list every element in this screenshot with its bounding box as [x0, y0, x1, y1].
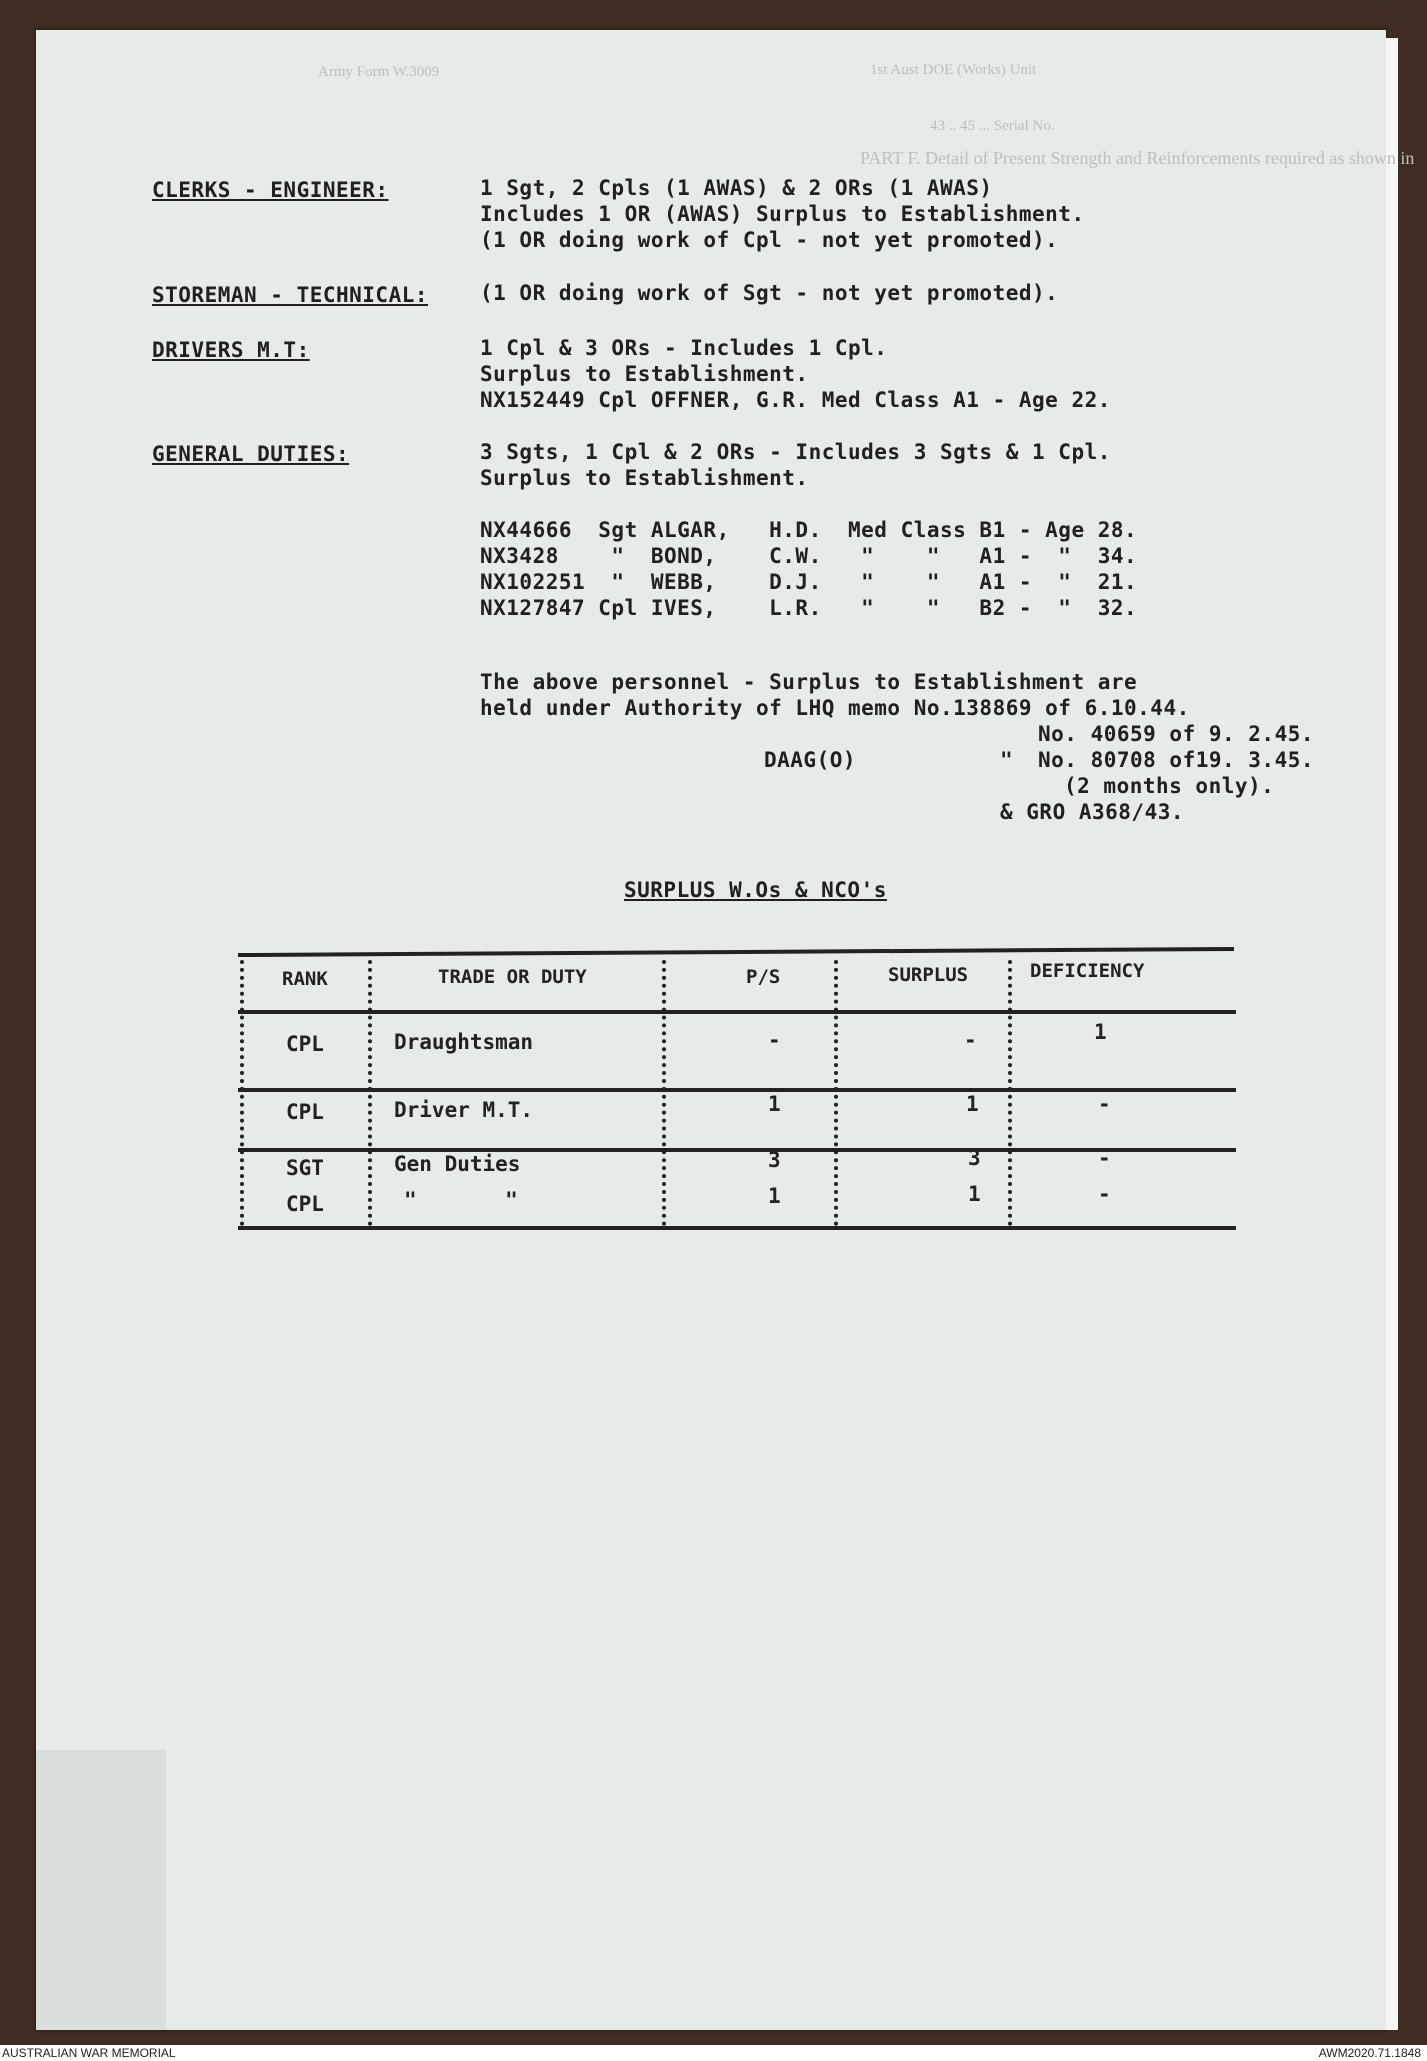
table-header-deficiency: DEFICIENCY	[1030, 960, 1145, 982]
table-column-divider	[368, 960, 376, 1226]
table-header-rank: RANK	[282, 968, 328, 990]
heading-general-duties: GENERAL DUTIES:	[152, 442, 350, 466]
table-cell-trade: " "	[404, 1188, 518, 1212]
table-cell-rank: CPL	[286, 1100, 324, 1124]
table-rule	[238, 1088, 1236, 1092]
ghost-form-top-center: 1st Aust DOE (Works) Unit	[870, 62, 1037, 78]
ghost-form-part-f: PART F. Detail of Present Strength and Reinforcements required as shown in	[860, 148, 1415, 168]
personnel-row: NX3428 " BOND, C.W. " " A1 - " 34.	[480, 544, 1138, 568]
surplus-table-title: SURPLUS W.Os & NCO's	[624, 878, 887, 902]
table-cell-deficiency: 1	[1094, 1020, 1107, 1044]
ghost-form-top-left: Army Form W.3009	[318, 64, 440, 80]
authority-line-2: held under Authority of LHQ memo No.138869 of 6.10.44.	[480, 696, 1190, 720]
table-cell-surplus: 1	[966, 1092, 979, 1116]
table-cell-surplus: -	[964, 1028, 977, 1052]
authority-line-6: & GRO A368/43.	[1000, 800, 1185, 824]
heading-clerks-engineer: CLERKS - ENGINEER:	[152, 178, 389, 202]
table-cell-rank: SGT	[286, 1156, 324, 1180]
document-page	[36, 30, 1386, 2030]
drivers-line-3: NX152449 Cpl OFFNER, G.R. Med Class A1 - Age 22.	[480, 388, 1111, 412]
table-cell-ps: -	[768, 1028, 781, 1052]
table-rule	[238, 1148, 1236, 1152]
heading-drivers-mt: DRIVERS M.T:	[152, 338, 310, 362]
table-cell-deficiency: -	[1098, 1092, 1111, 1116]
table-cell-surplus: 1	[968, 1182, 981, 1206]
personnel-row: NX102251 " WEBB, D.J. " " A1 - " 21.	[480, 570, 1138, 594]
table-cell-deficiency: -	[1098, 1182, 1111, 1206]
table-header-trade: TRADE OR DUTY	[438, 966, 587, 988]
table-column-divider	[834, 960, 842, 1226]
table-cell-trade: Draughtsman	[394, 1030, 534, 1054]
table-cell-rank: CPL	[286, 1032, 324, 1056]
heading-storeman-technical: STOREMAN - TECHNICAL:	[152, 283, 429, 307]
table-cell-ps: 1	[768, 1184, 781, 1208]
clerks-line-1: 1 Sgt, 2 Cpls (1 AWAS) & 2 ORs (1 AWAS)	[480, 176, 993, 200]
paper-fold-shadow	[36, 1750, 166, 2030]
authority-line-1: The above personnel - Surplus to Establishment are	[480, 670, 1138, 694]
clerks-line-2: Includes 1 OR (AWAS) Surplus to Establishment.	[480, 202, 1085, 226]
table-cell-surplus: 3	[968, 1146, 981, 1170]
table-column-divider	[662, 960, 670, 1226]
footer-institution: AUSTRALIAN WAR MEMORIAL	[2, 2046, 176, 2060]
authority-line-4: No. 80708 of19. 3.45.	[1038, 748, 1315, 772]
footer-accession-number: AWM2020.71.1848	[1318, 2046, 1421, 2060]
clerks-line-3: (1 OR doing work of Cpl - not yet promoted).	[480, 228, 1059, 252]
table-cell-trade: Driver M.T.	[394, 1098, 534, 1122]
table-cell-deficiency: -	[1098, 1146, 1111, 1170]
page-edge	[1386, 38, 1398, 2030]
table-header-ps: P/S	[746, 966, 781, 988]
table-column-divider	[1008, 960, 1016, 1226]
table-header-surplus: SURPLUS	[888, 964, 969, 986]
archive-footer	[0, 2045, 1427, 2061]
authority-line-5: (2 months only).	[1064, 774, 1275, 798]
storeman-line-1: (1 OR doing work of Sgt - not yet promoted).	[480, 281, 1059, 305]
table-column-divider	[240, 960, 248, 1226]
authority-daag: DAAG(O)	[764, 748, 857, 772]
authority-ditto: "	[1000, 748, 1014, 772]
table-rule	[238, 1226, 1236, 1230]
table-rule	[238, 1010, 1236, 1014]
table-cell-trade: Gen Duties	[394, 1152, 521, 1176]
authority-line-3: No. 40659 of 9. 2.45.	[1038, 722, 1315, 746]
table-cell-ps: 1	[768, 1092, 781, 1116]
personnel-row: NX127847 Cpl IVES, L.R. " " B2 - " 32.	[480, 596, 1138, 620]
table-cell-ps: 3	[768, 1148, 781, 1172]
drivers-line-2: Surplus to Establishment.	[480, 362, 809, 386]
table-cell-rank: CPL	[286, 1192, 324, 1216]
drivers-line-1: 1 Cpl & 3 ORs - Includes 1 Cpl.	[480, 336, 888, 360]
ghost-form-serial: 43 .. 45 ... Serial No.	[930, 118, 1055, 134]
gd-line-2: Surplus to Establishment.	[480, 466, 809, 490]
gd-line-1: 3 Sgts, 1 Cpl & 2 ORs - Includes 3 Sgts & 1 Cpl.	[480, 440, 1111, 464]
personnel-row: NX44666 Sgt ALGAR, H.D. Med Class B1 - Age 28.	[480, 518, 1138, 542]
